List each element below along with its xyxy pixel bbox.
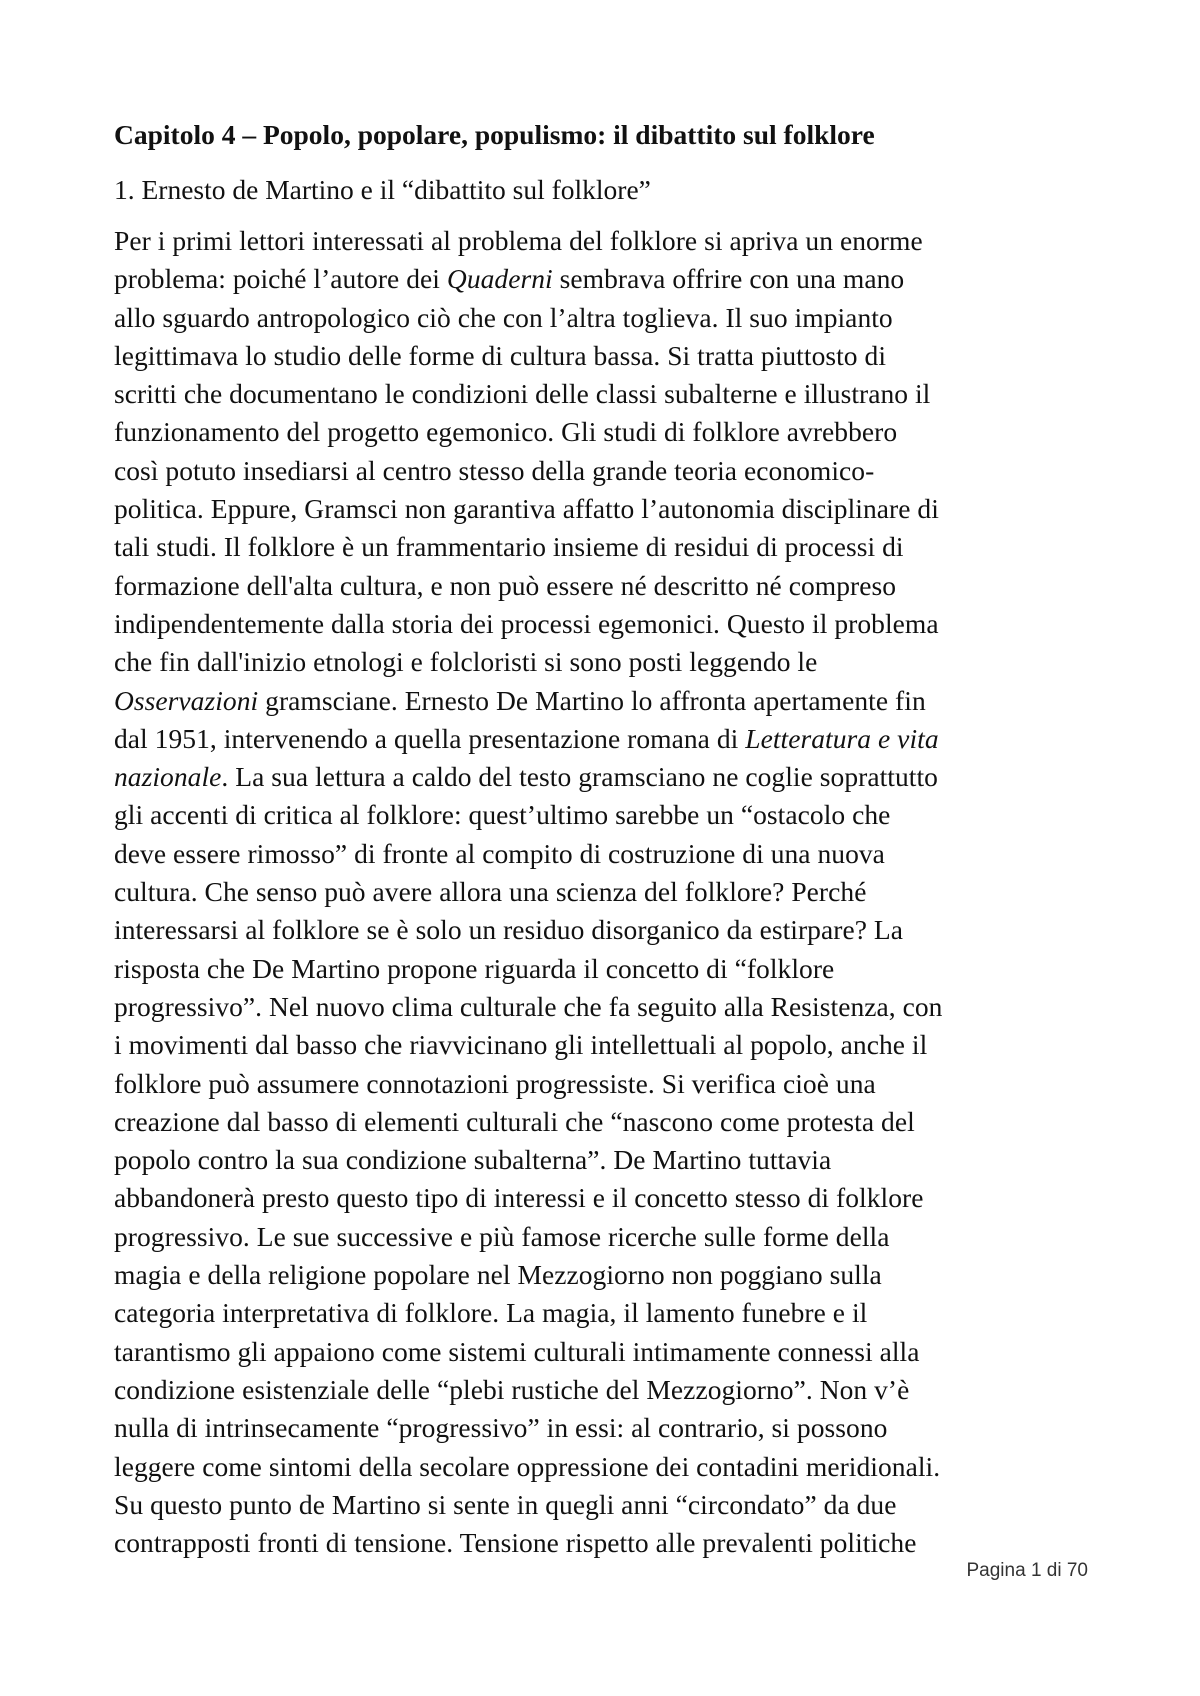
text-segment: magia e della religione popolare nel Mezzogiorno non poggiano sulla xyxy=(114,1259,882,1291)
text-segment: così potuto insediarsi al centro stesso della grande teoria economico- xyxy=(114,454,875,486)
page-number: Pagina 1 di 70 xyxy=(966,1560,1088,1581)
text-segment: funzionamento del progetto egemonico. Gli studi di folklore avrebbero xyxy=(114,416,898,448)
text-segment: abbandonerà presto questo tipo di interessi e il concetto stesso di folklore xyxy=(114,1182,924,1214)
text-line xyxy=(114,835,1090,873)
text-line xyxy=(114,758,1090,796)
text-line xyxy=(114,375,1090,413)
text-line xyxy=(114,1256,1090,1294)
text-line xyxy=(114,1141,1090,1179)
text-segment: politica. Eppure, Gramsci non garantiva affatto l’autonomia disciplinare di xyxy=(114,493,939,525)
text-segment: categoria interpretativa di folklore. La magia, il lamento funebre e il xyxy=(114,1297,868,1329)
text-line xyxy=(114,1103,1090,1141)
text-line xyxy=(114,605,1090,643)
text-line xyxy=(114,682,1090,720)
text-line xyxy=(114,337,1090,375)
text-segment: progressivo”. Nel nuovo clima culturale che fa seguito alla Resistenza, con xyxy=(114,990,943,1022)
text-line xyxy=(114,528,1090,566)
text-segment: Per i primi lettori interessati al problema del folklore si apriva un enorme xyxy=(114,225,923,256)
text-line xyxy=(114,1294,1090,1332)
chapter-title: Capitolo 4 – Popolo, popolare, populismo: il dibattito sul folklore xyxy=(114,119,875,150)
text-line xyxy=(114,413,1090,451)
text-segment: progressivo. Le sue successive e più famose ricerche sulle forme della xyxy=(114,1220,890,1252)
text-segment: allo sguardo antropologico ciò che con l’altra toglieva. Il suo impianto xyxy=(114,301,893,333)
text-line xyxy=(114,452,1090,490)
text-line xyxy=(114,1448,1090,1486)
text-line xyxy=(114,950,1090,988)
section-title: 1. Ernesto de Martino e il “dibattito sul folklore” xyxy=(114,174,651,205)
italic-title: Letteratura e vita xyxy=(745,722,939,754)
text-line xyxy=(114,873,1090,911)
text-segment: risposta che De Martino propone riguarda il concetto di “folklore xyxy=(114,952,835,984)
text-segment: scritti che documentano le condizioni delle classi subalterne e illustrano il xyxy=(114,378,931,410)
text-segment: formazione dell'alta cultura, e non può essere né descritto né compreso xyxy=(114,569,897,601)
text-segment: contrapposti fronti di tensione. Tensione rispetto alle prevalenti politiche xyxy=(114,1527,917,1559)
text-segment: . La sua lettura a caldo del testo gramsciano ne coglie soprattutto xyxy=(221,761,938,793)
text-line xyxy=(114,720,1090,758)
text-line xyxy=(114,1026,1090,1064)
text-segment: popolo contro la sua condizione subalterna”. De Martino tuttavia xyxy=(114,1144,832,1176)
text-line xyxy=(114,1065,1090,1103)
italic-title: Osservazioni xyxy=(114,684,259,716)
text-segment: dal 1951, intervenendo a quella presentazione romana di xyxy=(114,722,746,754)
text-line xyxy=(114,796,1090,834)
text-segment: deve essere rimosso” di fronte al compito di costruzione di una nuova xyxy=(114,837,885,869)
text-line xyxy=(114,1218,1090,1256)
text-line xyxy=(114,490,1090,528)
text-line xyxy=(114,1524,1090,1562)
text-segment: interessarsi al folklore se è solo un residuo disorganico da estirpare? La xyxy=(114,914,903,946)
italic-title: Quaderni xyxy=(446,263,553,295)
text-segment: nulla di intrinsecamente “progressivo” in essi: al contrario, si possono xyxy=(114,1412,888,1444)
text-segment: condizione esistenziale delle “plebi rustiche del Mezzogiorno”. Non v’è xyxy=(114,1373,910,1405)
text-segment: Su questo punto de Martino si sente in quegli anni “circondato” da due xyxy=(114,1488,897,1520)
text-segment: folklore può assumere connotazioni progressiste. Si verifica cioè una xyxy=(114,1067,876,1099)
text-segment: indipendentemente dalla storia dei processi egemonici. Questo il problema xyxy=(114,607,939,639)
text-line xyxy=(114,1333,1090,1371)
text-segment: problema: poiché l’autore dei xyxy=(114,263,447,295)
text-line xyxy=(114,911,1090,949)
text-segment: gli accenti di critica al folklore: quest’ultimo sarebbe un “ostacolo che xyxy=(114,799,891,831)
text-line xyxy=(114,222,1090,260)
text-line xyxy=(114,1409,1090,1447)
text-segment: leggere come sintomi della secolare oppressione dei contadini meridionali. xyxy=(114,1450,941,1482)
body-paragraph xyxy=(114,222,1090,1562)
text-segment: cultura. Che senso può avere allora una scienza del folklore? Perché xyxy=(114,876,867,908)
text-segment: creazione dal basso di elementi culturali che “nascono come protesta del xyxy=(114,1105,915,1137)
text-line xyxy=(114,1371,1090,1409)
text-line xyxy=(114,643,1090,681)
text-line xyxy=(114,1179,1090,1217)
text-segment: gramsciane. Ernesto De Martino lo affronta apertamente fin xyxy=(258,684,926,716)
text-segment: che fin dall'inizio etnologi e folcloristi si sono posti leggendo le xyxy=(114,646,818,678)
text-line xyxy=(114,567,1090,605)
text-line xyxy=(114,260,1090,298)
text-segment: sembrava offrire con una mano xyxy=(552,263,905,295)
text-segment: i movimenti dal basso che riavvicinano gli intellettuali al popolo, anche il xyxy=(114,1029,928,1061)
text-segment: legittimava lo studio delle forme di cultura bassa. Si tratta piuttosto di xyxy=(114,339,887,371)
text-segment: tarantismo gli appaiono come sistemi culturali intimamente connessi alla xyxy=(114,1335,920,1367)
text-line xyxy=(114,299,1090,337)
text-line xyxy=(114,988,1090,1026)
text-segment: tali studi. Il folklore è un frammentario insieme di residui di processi di xyxy=(114,531,904,563)
text-line xyxy=(114,1486,1090,1524)
italic-title: nazionale xyxy=(114,761,222,793)
